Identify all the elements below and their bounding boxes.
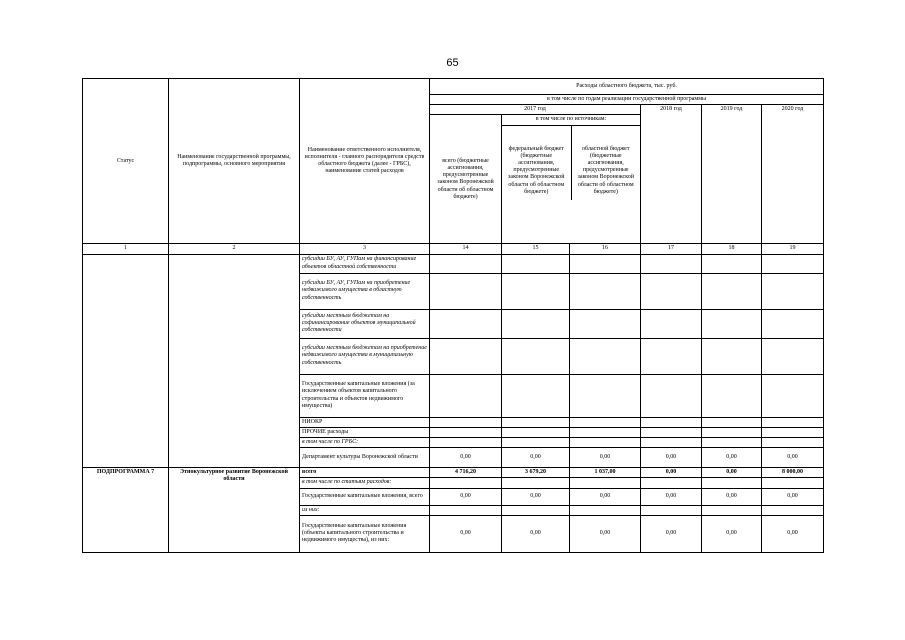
col-index: 14 bbox=[430, 244, 502, 254]
value-cell: 0,00 bbox=[430, 448, 502, 468]
value-cell: 4 716,20 bbox=[430, 468, 502, 478]
value-cell bbox=[762, 437, 824, 447]
value-cell bbox=[502, 437, 570, 447]
value-cell: 8 000,00 bbox=[762, 468, 824, 478]
value-cell bbox=[702, 478, 762, 488]
page-number: 65 bbox=[446, 57, 459, 69]
value-cell bbox=[702, 437, 762, 447]
value-cell bbox=[570, 374, 641, 417]
value-cell bbox=[570, 417, 641, 427]
value-cell: 3 679,20 bbox=[502, 468, 570, 478]
value-cell: 0,00 bbox=[641, 488, 702, 505]
value-cell bbox=[502, 417, 570, 427]
value-cell bbox=[702, 273, 762, 309]
column-index-row bbox=[83, 244, 824, 254]
subprogram-name: Этнокультурное развитие Воронежской области bbox=[169, 468, 300, 553]
value-cell bbox=[570, 437, 641, 447]
header-regional-col: областной бюджет (бюджетные ассигнования, предусмотренные законом Воронежской области об областном бюджете) bbox=[577, 145, 634, 195]
expense-item-label: Государственные капитальные вложения (объекты капитального строительства и недвижимого имущества), из них: bbox=[300, 515, 430, 552]
value-cell: 0,00 bbox=[762, 488, 824, 505]
value-cell bbox=[641, 309, 702, 338]
col-index: 15 bbox=[502, 244, 570, 254]
value-cell bbox=[430, 417, 502, 427]
expense-item-label: в том числе по ГРБС: bbox=[300, 437, 430, 447]
value-cell bbox=[570, 273, 641, 309]
col-index: 1 bbox=[83, 244, 169, 254]
value-cell bbox=[702, 417, 762, 427]
name-cell-empty bbox=[169, 254, 300, 468]
expense-item-label: субсидии БУ, АУ, ГУПам на приобретение недвижимого имущества в областную собственность bbox=[300, 273, 430, 309]
value-cell bbox=[702, 505, 762, 515]
header-year-2017: 2017 год bbox=[430, 105, 641, 115]
value-cell bbox=[502, 505, 570, 515]
value-cell bbox=[430, 254, 502, 273]
header-federal-col: федеральный бюджет (бюджетные ассигнования, предусмотренные законом Воронежской области об областном бюджете) bbox=[502, 126, 572, 200]
value-cell: 0,00 bbox=[702, 468, 762, 478]
header-year-2018: 2018 год bbox=[641, 105, 702, 244]
value-cell bbox=[430, 437, 502, 447]
value-cell bbox=[430, 374, 502, 417]
header-year-2020: 2020 год bbox=[762, 105, 824, 244]
value-cell bbox=[430, 338, 502, 374]
value-cell bbox=[570, 254, 641, 273]
value-cell bbox=[570, 505, 641, 515]
value-cell bbox=[702, 254, 762, 273]
value-cell bbox=[702, 427, 762, 437]
value-cell bbox=[430, 309, 502, 338]
col-index: 3 bbox=[300, 244, 430, 254]
value-cell bbox=[430, 478, 502, 488]
value-cell bbox=[430, 505, 502, 515]
value-cell: 0,00 bbox=[702, 448, 762, 468]
expense-item-label: НИОКР bbox=[300, 417, 430, 427]
value-cell bbox=[762, 417, 824, 427]
value-cell bbox=[502, 254, 570, 273]
value-cell bbox=[762, 505, 824, 515]
value-cell: 0,00 bbox=[502, 515, 570, 552]
value-cell bbox=[641, 417, 702, 427]
value-cell: 0,00 bbox=[430, 515, 502, 552]
value-cell bbox=[570, 309, 641, 338]
value-cell bbox=[641, 505, 702, 515]
header-program-name: Наименование государственной программы, подпрограммы, основного мероприятия bbox=[169, 79, 300, 244]
value-cell bbox=[570, 338, 641, 374]
value-cell bbox=[502, 309, 570, 338]
header-by-years: в том числе по годам реализации государственной программы bbox=[430, 95, 824, 105]
value-cell bbox=[502, 374, 570, 417]
value-cell bbox=[430, 273, 502, 309]
value-cell bbox=[702, 309, 762, 338]
value-cell bbox=[502, 338, 570, 374]
value-cell: 0,00 bbox=[641, 468, 702, 478]
value-cell bbox=[502, 273, 570, 309]
value-cell bbox=[641, 254, 702, 273]
value-cell: 0,00 bbox=[570, 448, 641, 468]
value-cell bbox=[762, 254, 824, 273]
value-cell: 0,00 bbox=[430, 488, 502, 505]
value-cell: 0,00 bbox=[762, 515, 824, 552]
value-cell: 0,00 bbox=[641, 448, 702, 468]
expense-item-label: субсидии БУ, АУ, ГУПам на финансирование объектов областной собственности bbox=[300, 254, 430, 273]
header-year-2019: 2019 год bbox=[702, 105, 762, 244]
header-executor: Наименование ответственного исполнителя, исполнителя - главного распорядителя средств областного бюджета (далее - ГРБС), наименование статей расходов bbox=[300, 79, 430, 244]
expense-item-label: Государственные капитальные вложения, всего bbox=[300, 488, 430, 505]
subprogram-status: ПОДПРОГРАММА 7 bbox=[83, 468, 169, 553]
header-expenses: Расходы областного бюджета, тыс. руб. bbox=[430, 79, 824, 95]
value-cell bbox=[762, 478, 824, 488]
value-cell bbox=[762, 309, 824, 338]
header-by-sources: в том числе по источникам: bbox=[502, 115, 640, 125]
value-cell: 0,00 bbox=[762, 448, 824, 468]
value-cell bbox=[502, 427, 570, 437]
value-cell bbox=[502, 478, 570, 488]
expense-item-label: субсидии местным бюджетам на приобретение недвижимого имущества в муниципальную собственность bbox=[300, 338, 430, 374]
value-cell bbox=[430, 427, 502, 437]
col-index: 19 bbox=[762, 244, 824, 254]
value-cell bbox=[762, 338, 824, 374]
value-cell bbox=[641, 338, 702, 374]
expense-item-label: субсидии местным бюджетам на софинансирование объектов муниципальной собственности bbox=[300, 309, 430, 338]
value-cell: 0,00 bbox=[570, 488, 641, 505]
value-cell bbox=[570, 478, 641, 488]
value-cell bbox=[762, 273, 824, 309]
header-total-col: всего (бюджетные ассигнования, предусмотренные законом Воронежской области об областном бюджете) bbox=[430, 115, 502, 244]
expense-item-label: Государственные капитальные вложения (за исключением объектов капитального строительства и объектов недвижимого имущества) bbox=[300, 374, 430, 417]
value-cell bbox=[702, 338, 762, 374]
expense-item-label: всего bbox=[300, 468, 430, 478]
col-index: 17 bbox=[641, 244, 702, 254]
value-cell: 0,00 bbox=[502, 488, 570, 505]
expense-item-label: Департамент культуры Воронежской области bbox=[300, 448, 430, 468]
header-sources-block bbox=[502, 115, 641, 244]
col-index: 18 bbox=[702, 244, 762, 254]
expense-item-label: ПРОЧИЕ расходы bbox=[300, 427, 430, 437]
value-cell bbox=[641, 273, 702, 309]
status-cell-empty bbox=[83, 254, 169, 468]
value-cell bbox=[641, 437, 702, 447]
value-cell bbox=[762, 427, 824, 437]
value-cell bbox=[641, 427, 702, 437]
value-cell bbox=[570, 427, 641, 437]
value-cell: 0,00 bbox=[502, 448, 570, 468]
value-cell: 0,00 bbox=[702, 488, 762, 505]
value-cell bbox=[641, 478, 702, 488]
subprogram-row bbox=[83, 468, 824, 478]
col-index: 2 bbox=[169, 244, 300, 254]
expense-item-label: в том числе по статьям расходов: bbox=[300, 478, 430, 488]
col-index: 16 bbox=[570, 244, 641, 254]
value-cell bbox=[762, 374, 824, 417]
header-status: Статус bbox=[83, 79, 169, 244]
value-cell bbox=[702, 374, 762, 417]
value-cell: 0,00 bbox=[641, 515, 702, 552]
value-cell: 0,00 bbox=[702, 515, 762, 552]
expense-item-label: из них: bbox=[300, 505, 430, 515]
value-cell bbox=[641, 374, 702, 417]
budget-table bbox=[82, 78, 824, 553]
table-row bbox=[83, 254, 824, 273]
value-cell: 0,00 bbox=[570, 515, 641, 552]
value-cell: 1 037,00 bbox=[570, 468, 641, 478]
